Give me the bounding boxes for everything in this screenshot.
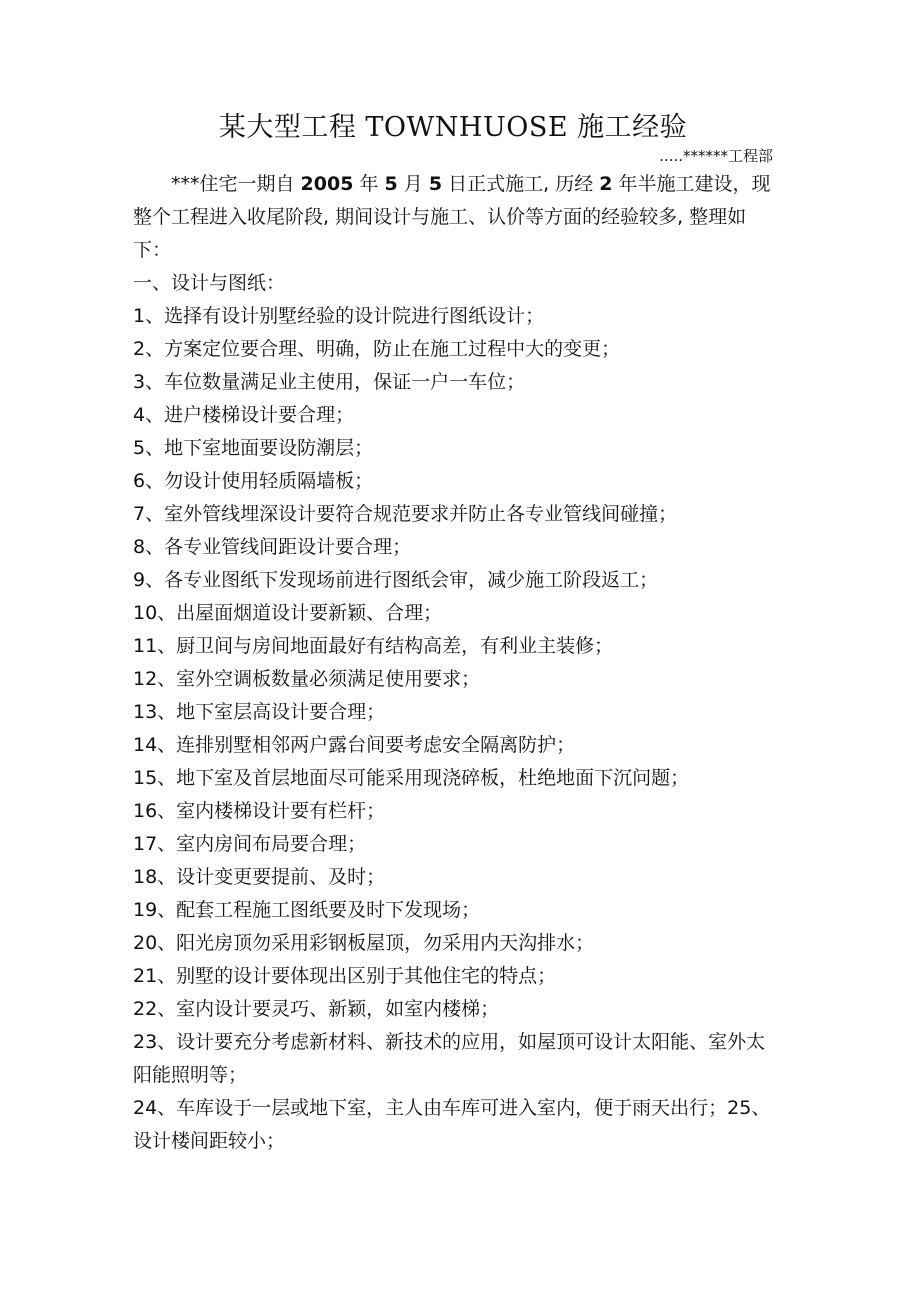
section-heading: 一、设计与图纸： [133,272,286,294]
intro-text-5: 年半施工建设，现整个工程进入收尾阶段, 期间设计与施工、认价等方面的经验较多, 整理如下： [133,173,771,261]
list-item: 22、室内设计要灵巧、新颖，如室内楼梯； [133,998,500,1020]
intro-paragraph [133,168,773,267]
intro-text-2: 年 [353,173,385,195]
list-item: 5、地下室地面要设防潮层； [133,437,374,459]
intro-text-1: ***住宅一期自 [171,173,301,195]
intro-text-4: 日正式施工, 历经 [442,173,600,195]
item-list [133,300,773,1158]
document-title: 某大型工程 TOWNHUOSE 施工经验 [218,112,688,143]
list-item: 24、车库设于一层或地下室，主人由车库可进入室内，便于雨天出行；25、设计楼间距较小； [133,1097,771,1152]
list-item: 10、出屋面烟道设计要新颖、合理； [133,602,443,624]
list-item: 3、车位数量满足业主使用，保证一户一车位； [133,371,526,393]
list-item: 13、地下室层高设计要合理； [133,701,386,723]
list-item: 21、别墅的设计要体现出区别于其他住宅的特点； [133,965,557,987]
list-item: 15、地下室及首层地面尽可能采用现浇碎板，杜绝地面下沉问题； [133,767,690,789]
list-item: 1、选择有设计别墅经验的设计院进行图纸设计； [133,305,545,327]
list-item: 18、设计变更要提前、及时； [133,866,386,888]
intro-duration: 2 [599,173,613,195]
list-item: 6、勿设计使用轻质隔墙板； [133,470,374,492]
document-body [133,108,773,1158]
list-item: 12、室外空调板数量必须满足使用要求； [133,668,481,690]
list-item: 4、进户楼梯设计要合理； [133,404,355,426]
list-item: 2、方案定位要合理、明确，防止在施工过程中大的变更； [133,338,621,360]
intro-month: 5 [384,173,398,195]
list-item: 23、设计要充分考虑新材料、新技术的应用，如屋顶可设计太阳能、室外太阳能照明等； [133,1031,766,1086]
department-signature: .....******工程部 [659,147,773,165]
list-item: 17、室内房间布局要合理； [133,833,367,855]
list-item: 9、各专业图纸下发现场前进行图纸会审，减少施工阶段返工； [133,569,659,591]
list-item: 14、连排别墅相邻两户露台间要考虑安全隔离防护； [133,734,576,756]
list-item: 7、室外管线埋深设计要符合规范要求并防止各专业管线间碰撞； [133,503,678,525]
intro-text-3: 月 [397,173,429,195]
intro-day: 5 [428,173,443,195]
list-item: 16、室内楼梯设计要有栏杆； [133,800,386,822]
list-item: 8、各专业管线间距设计要合理； [133,536,412,558]
list-item: 11、厨卫间与房间地面最好有结构高差，有利业主装修； [133,635,614,657]
list-item: 19、配套工程施工图纸要及时下发现场； [133,899,481,921]
intro-year: 2005 [300,173,354,195]
list-item: 20、阳光房顶勿采用彩钢板屋顶，勿采用内天沟排水； [133,932,595,954]
